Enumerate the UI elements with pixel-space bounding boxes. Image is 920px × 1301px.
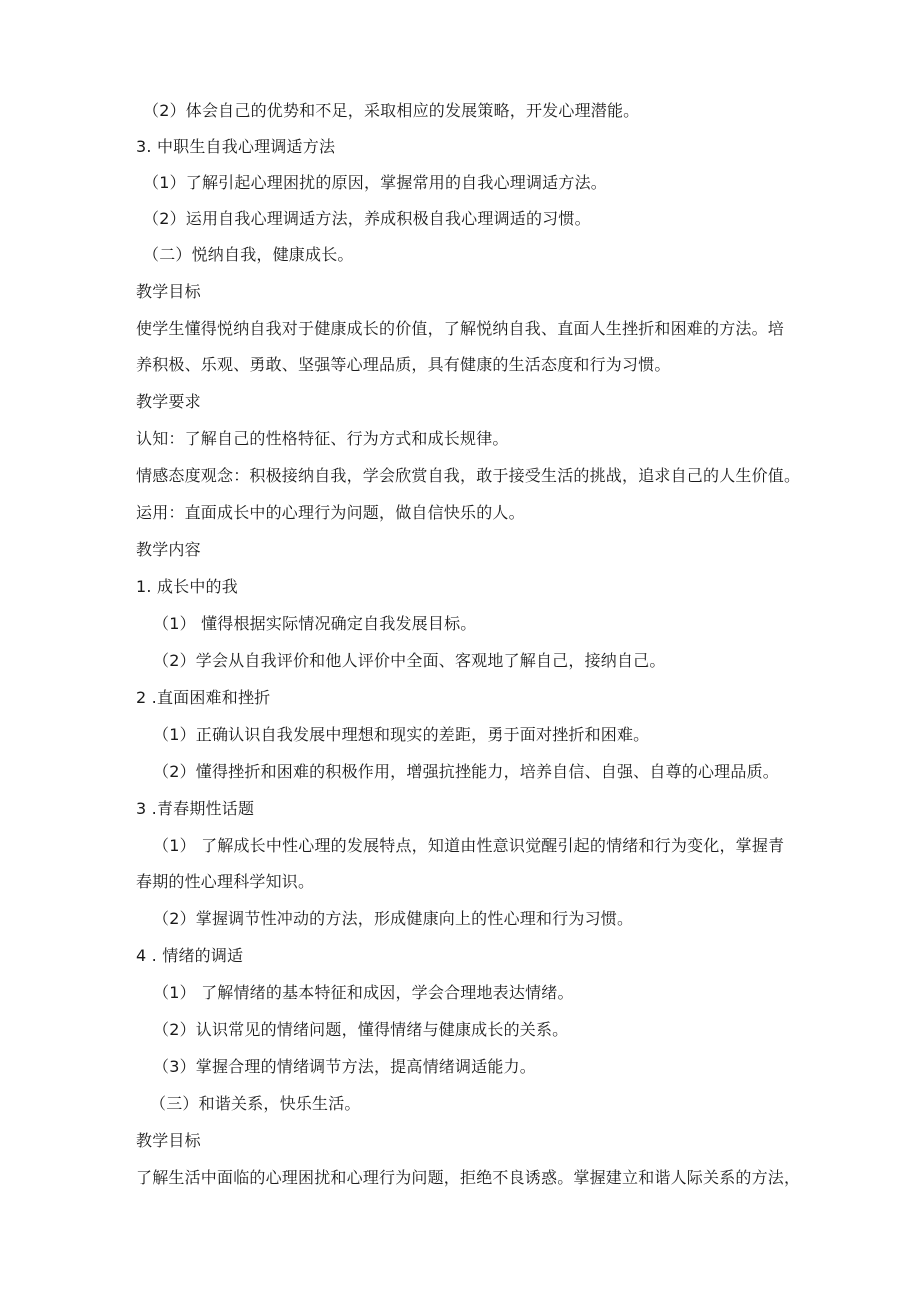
- section-heading: （三）和谐关系，快乐生活。: [150, 1094, 361, 1113]
- paragraph-line: 运用：直面成长中的心理行为问题，做自信快乐的人。: [136, 503, 525, 522]
- paragraph-line: 养积极、乐观、勇敢、坚强等心理品质，具有健康的生活态度和行为习惯。: [136, 355, 671, 374]
- paragraph-line: （1） 了解情绪的基本特征和成因，学会合理地表达情绪。: [153, 983, 574, 1002]
- subheading: 教学目标: [136, 1131, 201, 1150]
- section-heading: 1. 成长中的我: [136, 577, 238, 596]
- paragraph-line: （2）学会从自我评价和他人评价中全面、客观地了解自己，接纳自己。: [153, 651, 666, 670]
- paragraph-line: 使学生懂得悦纳自我对于健康成长的价值，了解悦纳自我、直面人生挫折和困难的方法。培: [136, 319, 785, 338]
- section-heading: 4 . 情绪的调适: [136, 946, 244, 965]
- paragraph-line: 情感态度观念：积极接纳自我，学会欣赏自我，敢于接受生活的挑战，追求自己的人生价值。: [136, 466, 801, 485]
- section-heading: 3. 中职生自我心理调适方法: [136, 137, 336, 156]
- section-heading: 2 .直面困难和挫折: [136, 688, 271, 707]
- paragraph-line: 了解生活中面临的心理困扰和心理行为问题，拒绝不良诱惑。掌握建立和谐人际关系的方法，: [136, 1168, 801, 1187]
- paragraph-line: （1） 了解成长中性心理的发展特点，知道由性意识觉醒引起的情绪和行为变化，掌握青: [153, 836, 785, 855]
- paragraph-line: （1）了解引起心理困扰的原因，掌握常用的自我心理调适方法。: [143, 173, 607, 192]
- paragraph-line: （2）认识常见的情绪问题，懂得情绪与健康成长的关系。: [153, 1020, 569, 1039]
- paragraph-line: 认知：了解自己的性格特征、行为方式和成长规律。: [136, 429, 509, 448]
- subheading: 教学内容: [136, 540, 201, 559]
- paragraph-line: （1）正确认识自我发展中理想和现实的差距，勇于面对挫折和困难。: [153, 725, 650, 744]
- section-heading: （二）悦纳自我，健康成长。: [143, 245, 354, 264]
- paragraph-line: （2）运用自我心理调适方法，养成积极自我心理调适的习惯。: [143, 209, 591, 228]
- section-heading: 3 .青春期性话题: [136, 799, 255, 818]
- paragraph-line: （2）懂得挫折和困难的积极作用，增强抗挫能力，培养自信、自强、自尊的心理品质。: [153, 762, 779, 781]
- paragraph-line: 春期的性心理科学知识。: [136, 872, 315, 891]
- paragraph-line: （2）体会自己的优势和不足，采取相应的发展策略，开发心理潜能。: [143, 101, 640, 120]
- paragraph-line: （3）掌握合理的情绪调节方法，提高情绪调适能力。: [153, 1057, 536, 1076]
- subheading: 教学目标: [136, 282, 201, 301]
- subheading: 教学要求: [136, 392, 201, 411]
- paragraph-line: （2）掌握调节性冲动的方法，形成健康向上的性心理和行为习惯。: [153, 909, 634, 928]
- paragraph-line: （1） 懂得根据实际情况确定自我发展目标。: [153, 614, 477, 633]
